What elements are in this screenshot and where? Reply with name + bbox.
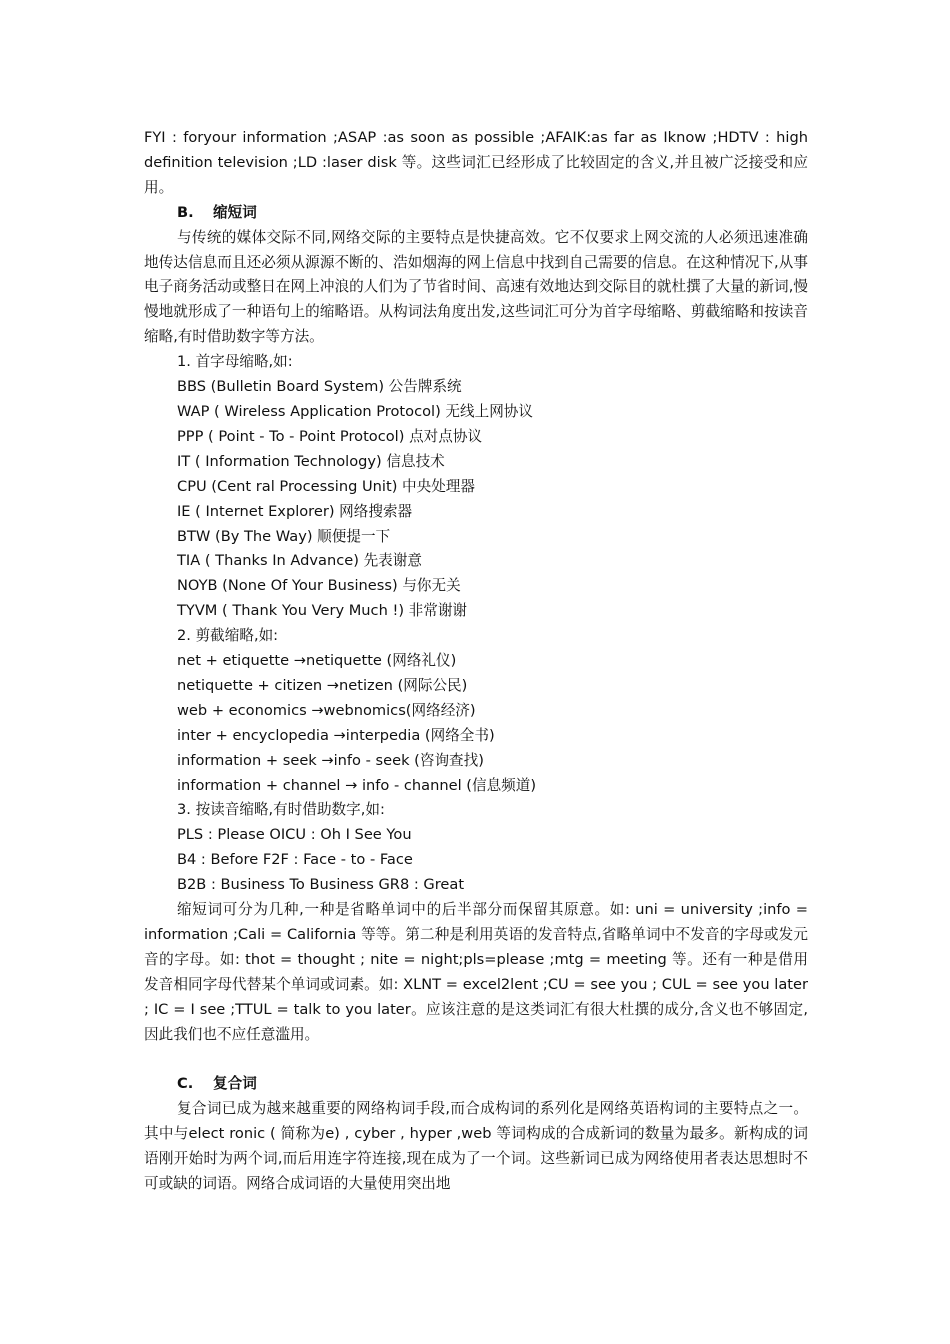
list-item: web + economics →webnomics(网络经济) [177, 701, 476, 719]
section-c-title: 复合词 [213, 1075, 257, 1093]
list-item: PPP ( Point - To - Point Protocol) 点对点协议 [177, 427, 483, 445]
sub3-list [144, 823, 808, 898]
blank-line [144, 1048, 808, 1073]
section-b-paragraph: 与传统的媒体交际不同,网络交际的主要特点是快捷高效。它不仅要求上网交流的人必须迅速准确地传达信息而且还必须从源源不断的、浩如烟海的网上信息中找到自己需要的信息。在这种情况下,从事电子商务活动或整日在网上冲浪的人们为了节省时间、高速有效地达到交际目的就杜撰了大量的新词,慢慢地就形成了一种语句上的缩略语。从构词法角度出发,这些词汇可分为首字母缩略、剪截缩略和按读音缩略,有时借助数字等方法。 [144, 228, 808, 346]
list-item: WAP ( Wireless Application Protocol) 无线上网协议 [177, 402, 533, 420]
section-b-closing-paragraph: 缩短词可分为几种,一种是省略单词中的后半部分而保留其原意。如: uni = university ;info = information ;Cali = California 等等。第二种是利用英语的发音特点,省略单词中不发音的字母或发元音的字母。如: thot = thought ; nite = night;pls=please ;mtg = meeting 等。还有一种是借用发音相同字母代替某个单词或词素。如: XLNT = excel2lent ;CU = see you ; CUL = see you later ; IC = I see ;TTUL = talk to you later。应该注意的是这类词汇有很大杜撰的成分,含义也不够固定,因此我们也不应任意滥用。 [144, 901, 808, 1043]
list-item: information + channel → info - channel (信息频道) [177, 776, 537, 794]
list-item: netiquette + citizen →netizen (网际公民) [177, 676, 468, 694]
list-item: IT ( Information Technology) 信息技术 [177, 452, 445, 470]
list-item: BBS (Bulletin Board System) 公告牌系统 [177, 378, 462, 396]
list-item: B4 : Before F2F : Face - to - Face [177, 851, 413, 869]
section-b-title: 缩短词 [213, 203, 257, 221]
sub1-title: 1. 首字母缩略,如: [177, 353, 293, 371]
document-page [144, 126, 808, 1197]
section-c-heading [144, 1072, 808, 1097]
intro-paragraph: FYI : foryour information ;ASAP :as soon as possible ;AFAIK:as far as Iknow ;HDTV : high definition television ;LD :laser disk 等。这些词汇已经形成了比较固定的含义,并且被广泛接受和应用。 [144, 129, 808, 196]
list-item: TYVM ( Thank You Very Much !) 非常谢谢 [177, 602, 468, 620]
sub2-list [144, 649, 808, 798]
sub1-list [144, 375, 808, 624]
list-item: TIA ( Thanks In Advance) 先表谢意 [177, 552, 422, 570]
list-item: inter + encyclopedia →interpedia (网络全书) [177, 726, 495, 744]
list-item: CPU (Cent ral Processing Unit) 中央处理器 [177, 477, 475, 495]
list-item: information + seek →info - seek (咨询查找) [177, 751, 484, 769]
list-item: IE ( Internet Explorer) 网络搜索器 [177, 502, 413, 520]
section-c-number: C. [177, 1075, 194, 1093]
sub2-title: 2. 剪截缩略,如: [177, 627, 279, 645]
list-item: B2B : Business To Business GR8 : Great [177, 876, 465, 894]
section-c-paragraph: 复合词已成为越来越重要的网络构词手段,而合成构词的系列化是网络英语构词的主要特点之一。其中与elect ronic ( 简称为e) , cyber , hyper ,web 等词构成的合成新词的数量为最多。新构成的词语刚开始时为两个词,而后用连字符连接,现在成为了一个词。这些新词已成为网络使用者表达思想时不可或缺的词语。网络合成词语的大量使用突出地 [144, 1100, 808, 1193]
list-item: PLS : Please OICU : Oh I See You [177, 826, 412, 844]
list-item: NOYB (None Of Your Business) 与你无关 [177, 577, 461, 595]
section-b-number: B. [177, 203, 194, 221]
list-item: BTW (By The Way) 顺便提一下 [177, 527, 391, 545]
section-b-heading [144, 201, 808, 226]
list-item: net + etiquette →netiquette (网络礼仪) [177, 652, 457, 670]
sub3-title: 3. 按读音缩略,有时借助数字,如: [177, 801, 385, 819]
